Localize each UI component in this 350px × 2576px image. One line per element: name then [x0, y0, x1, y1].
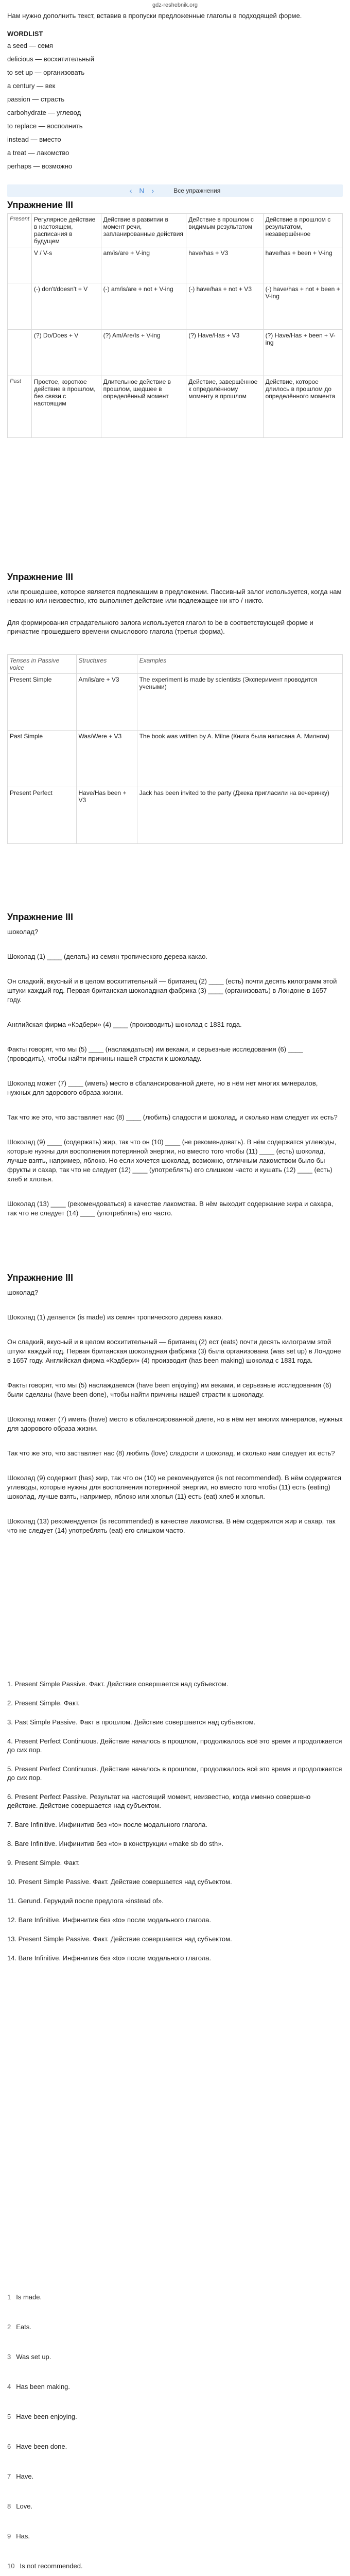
explanation-item: 5. Present Perfect Continuous. Действие началось в прошлом, продолжалось всё это время и продолжается до сих пор. [7, 1765, 342, 1782]
exercise-title: Упражнение III [7, 1273, 73, 1283]
all-exercises-link[interactable]: Все упражнения [173, 187, 221, 194]
filled-text [7, 1288, 343, 1551]
exercise-title: Упражнение III [7, 200, 73, 210]
answer-item [7, 2472, 343, 2481]
wordlist-item: instead — вместо [7, 135, 61, 143]
explanation-item: 2. Present Simple. Факт. [7, 1699, 80, 1707]
tense-cell: am/is/are + V-ing [101, 247, 186, 283]
gap-paragraph: Так что же это, что заставляет нас (8) ____ (любить) сладости и шоколад, и сколько нам следует их есть? [7, 1113, 338, 1121]
answer-value: Eats. [16, 2323, 31, 2331]
filled-paragraph: шоколад? [7, 1289, 39, 1296]
tense-cell: (?) Am/Are/Is + V-ing [101, 330, 186, 376]
wordlist-item: to replace — восполнить [7, 122, 83, 130]
answer-item [7, 2532, 343, 2541]
answer-number: 5 [7, 2413, 11, 2420]
answer-number: 4 [7, 2383, 11, 2391]
answer-item [7, 2412, 343, 2421]
answer-item [7, 2442, 343, 2451]
wordlist-item: carbohydrate — углевод [7, 109, 81, 116]
answer-item [7, 2293, 343, 2302]
explanation-item: 4. Present Perfect Continuous. Действие началось в прошлом, продолжалось всё это время и продолжается до сих пор. [7, 1737, 342, 1754]
tense-table-head: Действие в прошлом с видимым результатом [186, 214, 263, 247]
answer-number: 8 [7, 2502, 11, 2510]
gap-paragraph: Шоколад (13) ____ (рекомендоваться) в качестве лакомства. В нём выходит содержание жира и сахара, так что не следует (14) ____ (употреблять) его часто. [7, 1200, 334, 1217]
explanation-item: 14. Bare Infinitive. Инфинитив без «to» после модального глагола. [7, 1954, 212, 1962]
gap-text [7, 927, 343, 1233]
gap-paragraph: Шоколад (9) ____ (содержать) жир, так что он (10) ____ (не рекомендовать). В нём содержатся углеводы, которые нужны для восполнения потерянной энергии, но вместо того чтобы (11) ____ (есть) шоколад, лучше взять, например, яблоко. Но если хочется шоколад, возможно, отличным лакомством было бы фрукты и сахар, так что не следует (12) ____ (употреблять) его слишком часто и кушать (12) ____ (есть) хлеб и хлопья. [7, 1138, 337, 1183]
wordlist-item: a treat — лакомство [7, 149, 69, 157]
answer-item [7, 2382, 343, 2392]
passive-intro: или прошедшее, которое является подлежащим в предложении. Пассивный залог используется, когда нам неважно или неизвестно, кто выполняет действие или подлежащее ни кто / никто. [7, 588, 342, 604]
explanation-item: 8. Bare Infinitive. Инфинитив без «to» в конструкции «make sb do sth». [7, 1840, 224, 1848]
exercise-title: Упражнение III [7, 912, 73, 922]
past-cell: Длительное действие в прошлом, шедшее в определённый момент [101, 376, 186, 438]
filled-paragraph: Шоколад может (7) иметь (have) место в сбалансированной диете, но в нём нет многих минералов, нужных для здорового образа жизни. [7, 1415, 343, 1432]
up-icon[interactable]: N [139, 187, 145, 195]
explanation-item: 1. Present Simple Passive. Факт. Действие совершается над субъектом. [7, 1680, 229, 1688]
tense-table-head: Действие в развитии в момент речи, запланированные действия [101, 214, 186, 247]
exercise-nav [7, 184, 343, 197]
instruction-text: Нам нужно дополнить текст, вставив в пропуски предложенные глаголы в подходящей форме. [7, 12, 302, 20]
wordlist-item: a seed — семя [7, 42, 53, 49]
answer-item [7, 2562, 343, 2571]
passive-table [7, 654, 343, 844]
passive-col-head: Tenses in Passive voice [8, 655, 77, 674]
answer-value: Have. [16, 2472, 34, 2480]
passive-example: Jack has been invited to the party (Джека пригласили на вечеринку) [137, 787, 342, 844]
answer-value: Love. [16, 2502, 33, 2510]
gap-paragraph: Шоколад может (7) ____ (иметь) место в сбалансированной диете, но в нём нет многих минералов, нужных для здорового образа жизни. [7, 1079, 318, 1096]
explanations [7, 1680, 343, 1973]
tense-cell: (-) am/is/are + not + V-ing [101, 283, 186, 330]
gap-paragraph: Шоколад (1) ____ (делать) из семян тропического дерева какао. [7, 953, 207, 960]
gap-paragraph: Английская фирма «Кэдбери» (4) ____ (производить) шоколад с 1831 года. [7, 1021, 242, 1028]
passive-rule [7, 618, 343, 636]
tense-table-head: Present [8, 214, 32, 247]
answer-number: 3 [7, 2353, 11, 2361]
wordlist-item: to set up — организовать [7, 69, 85, 76]
passive-col-head: Examples [137, 655, 342, 674]
explanation-item: 11. Gerund. Герундий после предлога «instead of». [7, 1897, 164, 1905]
gap-paragraph: Факты говорят, что мы (5) ____ (наслаждаться) им веками, и серьезные исследования (6) ____ (проводить), чтобы найти причины нашей страсти к шоколаду. [7, 1045, 303, 1062]
passive-example: The experiment is made by scientists (Эксперимент проводится учеными) [137, 674, 342, 731]
explanation-item: 9. Present Simple. Факт. [7, 1859, 80, 1867]
passive-structure: Am/is/are + V3 [76, 674, 137, 731]
past-cell: Действие, завершённое к определённому моменту в прошлом [186, 376, 263, 438]
prev-arrow-icon[interactable]: ‹ [129, 187, 132, 195]
answer-item [7, 2352, 343, 2362]
gap-paragraph: Он сладкий, вкусный и в целом восхитительный — британец (2) ____ (есть) почти десять килограмм этой штуки каждый год. Первая британская шоколадная фабрика (3) ____ (организовать) в Лондоне в 1657 году. [7, 977, 337, 1004]
tense-cell: have/has + been + V-ing [263, 247, 342, 283]
wordlist-item: passion — страсть [7, 95, 65, 103]
filled-paragraph: Шоколад (9) содержит (has) жир, так что он (10) не рекомендуется (is not recommended). В нём содержатся углеводы, которые нужны для восполнения потерянной энергии, но вместо того чтобы (11) есть (eating) шоколад, лучше взять, например, яблоко или хлопья (11) есть (eat) хлеб и хлопья. [7, 1474, 341, 1500]
exercise-title: Упражнение III [7, 572, 73, 582]
explanation-item: 12. Bare Infinitive. Инфинитив без «to» после модального глагола. [7, 1916, 212, 1924]
top-site-label: gdz-reshebnik.org [152, 2, 198, 8]
answer-number: 2 [7, 2323, 11, 2331]
filled-paragraph: Факты говорят, что мы (5) наслаждаемся (have been enjoying) им веками, и серьезные исследования (6) были сделаны (have been done), чтобы найти причины нашей страсти к шоколаду. [7, 1381, 331, 1398]
answer-number: 10 [7, 2562, 15, 2570]
exercise-header [7, 1273, 343, 1283]
tense-cell: V / V-s [31, 247, 101, 283]
filled-paragraph: Шоколад (13) рекомендуется (is recommended) в качестве лакомства. В нём содержится жир и сахар, так что не следует (14) употреблять (eat) его слишком часто. [7, 1517, 336, 1534]
explanation-item: 3. Past Simple Passive. Факт в прошлом. Действие совершается над субъектом. [7, 1718, 256, 1726]
passive-tense: Present Simple [8, 674, 77, 731]
answer-number: 7 [7, 2472, 11, 2480]
filled-paragraph: Он сладкий, вкусный и в целом восхитительный — британец (2) ест (eats) почти десять килограмм этой штуки каждый год. Первая британская шоколадная фабрика (3) была организована (was set up) в Лондоне в 1657 году. Английская фирма «Кэдбери» (4) производит (has been making) шоколад с 1831 года. [7, 1338, 341, 1364]
answer-item [7, 2323, 343, 2332]
tense-cell: (-) have/has + not + V3 [186, 283, 263, 330]
tense-table-head: Действие в прошлом с результатом, незавершённое [263, 214, 342, 247]
answers-list [7, 2293, 343, 2576]
tense-cell: (?) Have/Has + V3 [186, 330, 263, 376]
answer-number: 1 [7, 2293, 11, 2301]
explanation-item: 10. Present Simple Passive. Факт. Действие совершается над субъектом. [7, 1878, 232, 1886]
tense-table [7, 213, 343, 438]
answer-number: 6 [7, 2443, 11, 2450]
tense-cell: (-) don't/doesn't + V [31, 283, 101, 330]
exercise-header [7, 572, 343, 583]
answer-value: Is made. [16, 2293, 42, 2301]
answer-value: Has. [16, 2532, 30, 2540]
passive-structure: Have/Has been + V3 [76, 787, 137, 844]
tense-cell: (?) Do/Does + V [31, 330, 101, 376]
answer-value: Have been enjoying. [16, 2413, 77, 2420]
exercise-header [7, 912, 343, 923]
explanation-item: 7. Bare Infinitive. Инфинитив без «to» после модального глагола. [7, 1821, 207, 1828]
wordlist-item: delicious — восхитительный [7, 55, 95, 63]
tense-table-head: Регулярное действие в настоящем, расписания в будущем [31, 214, 101, 247]
passive-tense: Past Simple [8, 731, 77, 787]
past-cell: Действие, которое длилось в прошлом до определённого момента [263, 376, 342, 438]
wordlist [7, 41, 343, 175]
explanation-item: 13. Present Simple Passive. Факт. Действие совершается над субъектом. [7, 1935, 232, 1943]
answer-item [7, 2502, 343, 2511]
gap-paragraph: шоколад? [7, 928, 39, 936]
past-label: Past [8, 376, 32, 438]
passive-rule-text: Для формирования страдательного залога используется глагол to be в соответствующей форме и причастие прошедшего времени смыслового глагола (третья форма). [7, 619, 313, 635]
wordlist-item: a century — век [7, 82, 56, 90]
next-arrow-icon[interactable]: › [151, 187, 154, 195]
answer-value: Have been done. [16, 2443, 67, 2450]
answer-value: Was set up. [16, 2353, 51, 2361]
passive-col-head: Structures [76, 655, 137, 674]
past-cell: Простое, короткое действие в прошлом, без связи с настоящим [31, 376, 101, 438]
passive-example: The book was written by A. Milne (Книга была написана А. Милном) [137, 731, 342, 787]
answer-number: 9 [7, 2532, 11, 2540]
passive-tense: Present Perfect [8, 787, 77, 844]
passive-structure: Was/Were + V3 [76, 731, 137, 787]
wordlist-item: perhaps — возможно [7, 162, 73, 170]
filled-paragraph: Шоколад (1) делается (is made) из семян тропического дерева какао. [7, 1313, 223, 1321]
answer-value: Is not recommended. [20, 2562, 83, 2570]
explanation-item: 6. Present Perfect Passive. Результат на настоящий момент, неизвестно, когда именно совершено действие. Действие совершается над субъектом. [7, 1793, 311, 1809]
filled-paragraph: Так что же это, что заставляет нас (8) любить (love) сладости и шоколад, и сколько нам следует их есть? [7, 1449, 335, 1457]
tense-cell: have/has + V3 [186, 247, 263, 283]
tense-cell: (-) have/has + not + been + V-ing [263, 283, 342, 330]
exercise-header [7, 184, 343, 211]
wordlist-title: WORDLIST [7, 30, 43, 38]
tense-cell: (?) Have/Has + been + V-ing [263, 330, 342, 376]
answer-value: Has been making. [16, 2383, 71, 2391]
